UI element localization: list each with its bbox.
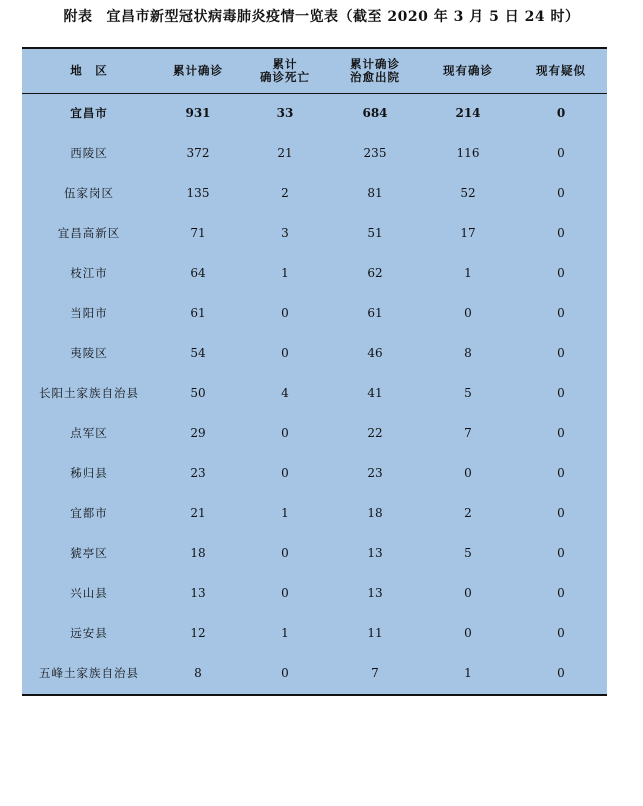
cell-confirmed: 372 [186, 146, 210, 160]
cell-confirmed: 12 [190, 626, 206, 640]
cell-confirmed: 54 [190, 346, 206, 360]
cell-confirmed: 29 [190, 426, 206, 440]
cell-deaths: 1 [281, 266, 289, 280]
table-row [22, 333, 607, 373]
cell-current: 0 [464, 466, 472, 480]
table-row [22, 613, 607, 653]
cell-current: 1 [464, 266, 472, 280]
cell-cured: 22 [367, 426, 383, 440]
cell-deaths: 0 [281, 586, 289, 600]
cell-confirmed: 931 [185, 106, 211, 120]
cell-suspected: 0 [557, 626, 565, 640]
cell-deaths: 0 [281, 426, 289, 440]
header-cured: 累计确诊 治愈出院 [350, 57, 400, 84]
table-row-total [22, 93, 607, 133]
cell-current: 5 [464, 386, 472, 400]
cell-region: 宜都市 [70, 506, 108, 520]
header-suspected: 现有疑似 [536, 63, 586, 78]
table-row [22, 453, 607, 493]
cell-region: 宜昌市 [70, 106, 108, 120]
header-confirmed: 累计确诊 [173, 63, 223, 78]
cell-deaths: 21 [277, 146, 293, 160]
cell-cured: 235 [363, 146, 387, 160]
cell-deaths: 33 [276, 106, 294, 120]
cell-cured: 46 [367, 346, 383, 360]
cell-deaths: 1 [281, 506, 289, 520]
cell-suspected: 0 [557, 346, 565, 360]
cell-suspected: 0 [557, 186, 565, 200]
cell-confirmed: 13 [190, 586, 206, 600]
cell-region: 秭归县 [70, 466, 108, 480]
cell-region: 夷陵区 [70, 346, 108, 360]
cell-deaths: 1 [281, 626, 289, 640]
header-region: 地 区 [70, 63, 108, 78]
cell-cured: 13 [367, 546, 383, 560]
cell-region: 兴山县 [70, 586, 108, 600]
cell-current: 52 [460, 186, 476, 200]
cell-suspected: 0 [557, 546, 565, 560]
cell-suspected: 0 [557, 426, 565, 440]
table-row [22, 573, 607, 613]
cell-suspected: 0 [557, 666, 565, 680]
cell-cured: 81 [367, 186, 383, 200]
title-prefix: 附表 [63, 9, 93, 25]
cell-confirmed: 135 [186, 186, 210, 200]
cell-region: 点军区 [70, 426, 108, 440]
cell-suspected: 0 [556, 106, 566, 120]
cell-region: 长阳土家族自治县 [39, 386, 139, 400]
cell-current: 8 [464, 346, 472, 360]
table-row [22, 213, 607, 253]
cell-deaths: 2 [281, 186, 289, 200]
table-row [22, 293, 607, 333]
cell-current: 7 [464, 426, 472, 440]
cell-suspected: 0 [557, 506, 565, 520]
table-row [22, 373, 607, 413]
covid-summary-table [22, 47, 607, 696]
cell-cured: 11 [367, 626, 383, 640]
cell-deaths: 4 [281, 386, 289, 400]
cell-current: 116 [456, 146, 480, 160]
cell-region: 宜昌高新区 [57, 226, 121, 240]
cell-suspected: 0 [557, 386, 565, 400]
cell-region: 远安县 [70, 626, 108, 640]
cell-current: 1 [464, 666, 472, 680]
header-current: 现有确诊 [443, 63, 493, 78]
table-row [22, 413, 607, 453]
table-row [22, 533, 607, 573]
cell-cured: 61 [367, 306, 383, 320]
cell-deaths: 0 [281, 546, 289, 560]
cell-confirmed: 21 [190, 506, 206, 520]
cell-suspected: 0 [557, 306, 565, 320]
cell-cured: 51 [367, 226, 383, 240]
cell-region: 西陵区 [70, 146, 108, 160]
cell-current: 0 [464, 626, 472, 640]
cell-current: 2 [464, 506, 472, 520]
cell-current: 5 [464, 546, 472, 560]
page-title [0, 6, 643, 26]
cell-suspected: 0 [557, 466, 565, 480]
cell-cured: 13 [367, 586, 383, 600]
cell-confirmed: 18 [190, 546, 206, 560]
cell-suspected: 0 [557, 146, 565, 160]
cell-cured: 23 [367, 466, 383, 480]
cell-current: 214 [455, 106, 481, 120]
table-header-row [22, 49, 607, 94]
cell-region: 猇亭区 [70, 546, 108, 560]
cell-region: 伍家岗区 [64, 186, 114, 200]
cell-region: 当阳市 [70, 306, 108, 320]
cell-deaths: 0 [281, 666, 289, 680]
cell-confirmed: 23 [190, 466, 206, 480]
cell-region: 枝江市 [70, 266, 108, 280]
table-row [22, 173, 607, 213]
cell-current: 0 [464, 586, 472, 600]
cell-confirmed: 71 [190, 226, 206, 240]
cell-cured: 18 [367, 506, 383, 520]
table-row [22, 653, 607, 693]
cell-confirmed: 8 [194, 666, 202, 680]
cell-deaths: 3 [281, 226, 289, 240]
title-text: 宜昌市新型冠状病毒肺炎疫情一览表（截至 2020 年 3 月 5 日 24 时） [106, 9, 580, 25]
cell-cured: 684 [362, 106, 388, 120]
cell-cured: 41 [367, 386, 383, 400]
cell-confirmed: 61 [190, 306, 206, 320]
cell-confirmed: 64 [190, 266, 206, 280]
cell-cured: 7 [371, 666, 379, 680]
cell-suspected: 0 [557, 226, 565, 240]
table-row [22, 493, 607, 533]
cell-deaths: 0 [281, 346, 289, 360]
cell-confirmed: 50 [190, 386, 206, 400]
cell-current: 17 [460, 226, 476, 240]
cell-suspected: 0 [557, 266, 565, 280]
table-row [22, 133, 607, 173]
cell-current: 0 [464, 306, 472, 320]
cell-deaths: 0 [281, 306, 289, 320]
cell-deaths: 0 [281, 466, 289, 480]
cell-region: 五峰土家族自治县 [39, 666, 139, 680]
cell-suspected: 0 [557, 586, 565, 600]
cell-cured: 62 [367, 266, 383, 280]
header-deaths: 累计 确诊死亡 [260, 57, 310, 84]
table-row [22, 253, 607, 293]
